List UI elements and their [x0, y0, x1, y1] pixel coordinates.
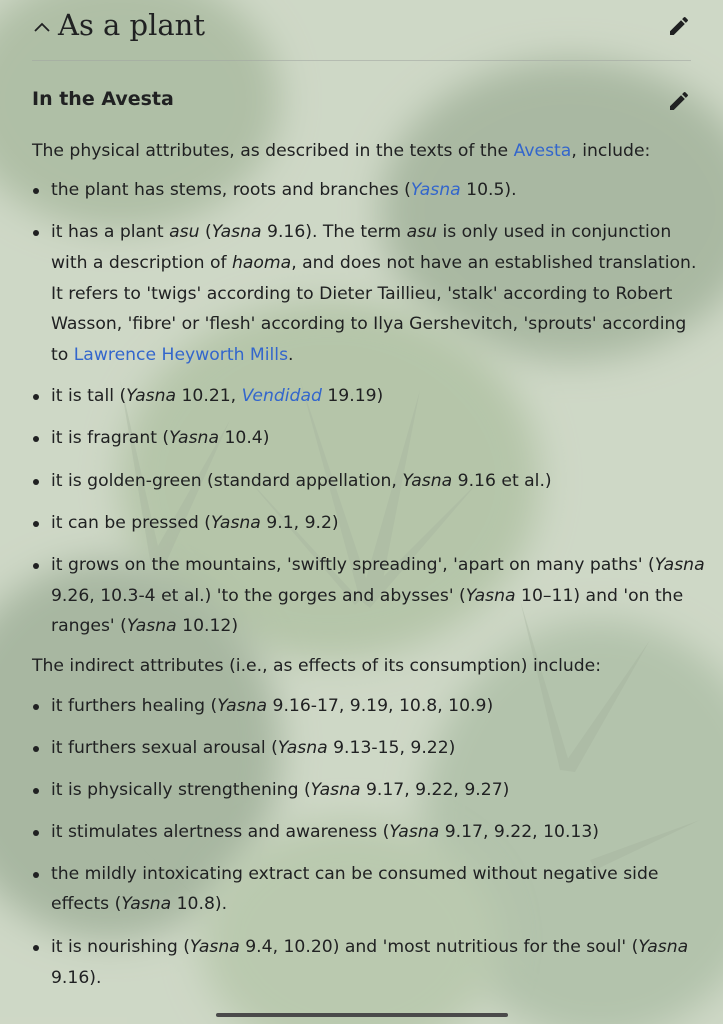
section-title: As a plant: [58, 8, 206, 42]
pencil-icon[interactable]: [667, 89, 691, 113]
pencil-icon[interactable]: [667, 14, 691, 38]
avesta-link[interactable]: Avesta: [513, 141, 572, 161]
chevron-up-icon[interactable]: [32, 18, 52, 38]
mills-link[interactable]: Lawrence Heyworth Mills: [73, 345, 289, 365]
home-indicator[interactable]: [216, 1013, 508, 1017]
intro-paragraph: The physical attributes, as described in the texts of the Avesta, include:: [32, 141, 651, 161]
vendidad-link[interactable]: Vendidad: [241, 386, 322, 406]
section-header[interactable]: [32, 4, 691, 61]
indirect-intro: The indirect attributes (i.e., as effects of its consumption) include:: [32, 656, 602, 676]
yasna-link[interactable]: Yasna: [410, 180, 461, 200]
subsection-title: In the Avesta: [32, 88, 174, 110]
article-content: As a plant In the Avesta The physical attributes, as described in the texts of the Avesta, include: the plant has stems, roots and branches (Yasna 10.5). it has a plant asu (Yasna 9.16). The term asu is only used in conjunction with a description of haoma, and does not have an established translation. It refers to 'twigs' according to Dieter Taillieu, 'stalk' according to Robert Wasson, 'fibre' or 'flesh' according to Ilya Gershevitch, 'sprouts' according to Lawrence Heyworth Mills. it is tall (Yasna 10.21, Vendidad 19.19) it is fragrant (Yasna 10.4) it is golden-green (standard appellation, Yasna 9.16 et al.) it can be pressed (Yasna 9.1, 9.2) it grows on the mountains, 'swiftly spreading', 'apart on many paths' (Yasna 9.26, 10.3-4 et al.) 'to the gorges and abysses' (Yasna 10–11) and 'on the ranges' (Yasna 10.12) The indirect attributes (i.e., as effects of its consumption) include: it furthers healing (Yasna 9.16-17, 9.19, 10.8, 10.9) it furthers sexual arousal (Yasna 9.13-15, 9.22) it is physically strengthening (Yasna 9.17, 9.22, 9.27) it stimulates alertness and awareness (Yasna 9.17, 9.22, 10.13) the mildly intoxicating extract can be consumed without negative side effects (Yasna 10.8). it is nourishing (Yasna 9.4, 10.20) and 'most nutritious for the soul' (Yasna 9.16).: [0, 0, 723, 1024]
